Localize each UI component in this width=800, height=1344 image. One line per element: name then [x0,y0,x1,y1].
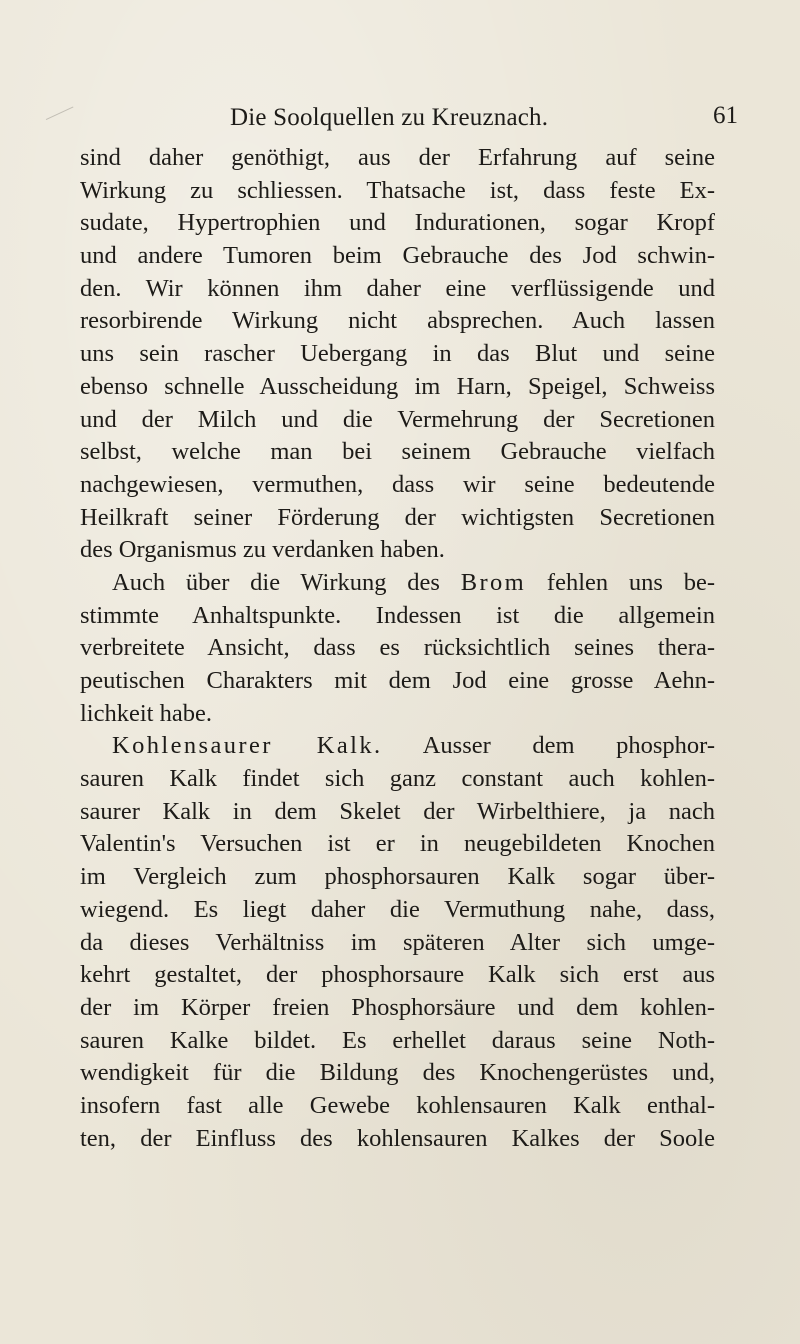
running-title: Die Soolquellen zu Kreuznach. [230,104,549,131]
text-line: sind daher genöthigt, aus der Erfahrung auf seine [80,144,715,171]
running-head [0,96,800,136]
text-line: wiegend. Es liegt daher die Vermuthung nahe, dass, [80,895,715,923]
text-line: den. Wir können ihm daher eine verflüssigende und [80,274,715,302]
text-line: im Vergleich zum phosphorsauren Kalk sogar über- [80,863,715,891]
text-line: des Organismus zu verdanken haben. [80,536,445,564]
text-line: da dieses Verhältniss im späteren Alter sich umge- [80,928,715,956]
text-line: sudate, Hypertrophien und Indurationen, sogar Kropf [80,209,715,237]
text-line: und der Milch und die Vermehrung der Secretionen [80,405,715,433]
text-line: ebenso schnelle Ausscheidung im Harn, Speigel, Schweiss [80,372,715,400]
text-line: insofern fast alle Gewebe kohlensauren Kalk enthal- [80,1091,715,1119]
text-line: Valentin's Versuchen ist er in neugebildeten Knochen [80,830,715,858]
section-heading: Kohlensaurer Kalk. [112,732,383,760]
text-line: verbreitete Ansicht, dass es rücksichtlich seines thera- [80,634,715,662]
text-line: uns sein rascher Uebergang in das Blut und seine [80,340,715,368]
paragraph-first-line [80,730,715,763]
text-line: kehrt gestaltet, der phosphorsaure Kalk sich erst aus [80,961,715,989]
text-run: fehlen uns be- [526,568,715,596]
text-line: saurer Kalk in dem Skelet der Wirbelthiere, ja nach [80,797,715,825]
text-line: sauren Kalke bildet. Es erhellet daraus seine Noth- [80,1026,715,1054]
text-line: selbst, welche man bei seinem Gebrauche vielfach [80,438,715,466]
text-run: Auch über die Wirkung des [112,568,461,596]
spaced-term: Brom [460,568,527,596]
text-line: lichkeit habe. [80,699,212,727]
text-line: wendigkeit für die Bildung des Knochengerüstes und, [80,1059,715,1087]
text-line: und andere Tumoren beim Gebrauche des Jod schwin- [80,242,715,270]
text-line: sauren Kalk findet sich ganz constant auch kohlen- [80,765,715,793]
text-line: Wirkung zu schliessen. Thatsache ist, dass feste Ex- [80,176,715,204]
text-line: resorbirende Wirkung nicht absprechen. Auch lassen [80,307,715,335]
paragraph-first-line [80,567,715,600]
text-run: Ausser dem phosphor- [382,732,715,760]
text-line: stimmte Anhaltspunkte. Indessen ist die allgemein [80,601,715,629]
text-line: der im Körper freien Phosphorsäure und dem kohlen- [80,993,715,1021]
text-line: ten, der Einfluss des kohlensauren Kalkes der Soole [80,1124,715,1152]
page-number: 61 [713,102,738,129]
text-line: Heilkraft seiner Förderung der wichtigsten Secretionen [80,503,715,531]
text-body [80,142,715,1155]
text-line: peutischen Charakters mit dem Jod eine grosse Aehn- [80,667,715,694]
text-line: nachgewiesen, vermuthen, dass wir seine bedeutende [80,470,715,498]
